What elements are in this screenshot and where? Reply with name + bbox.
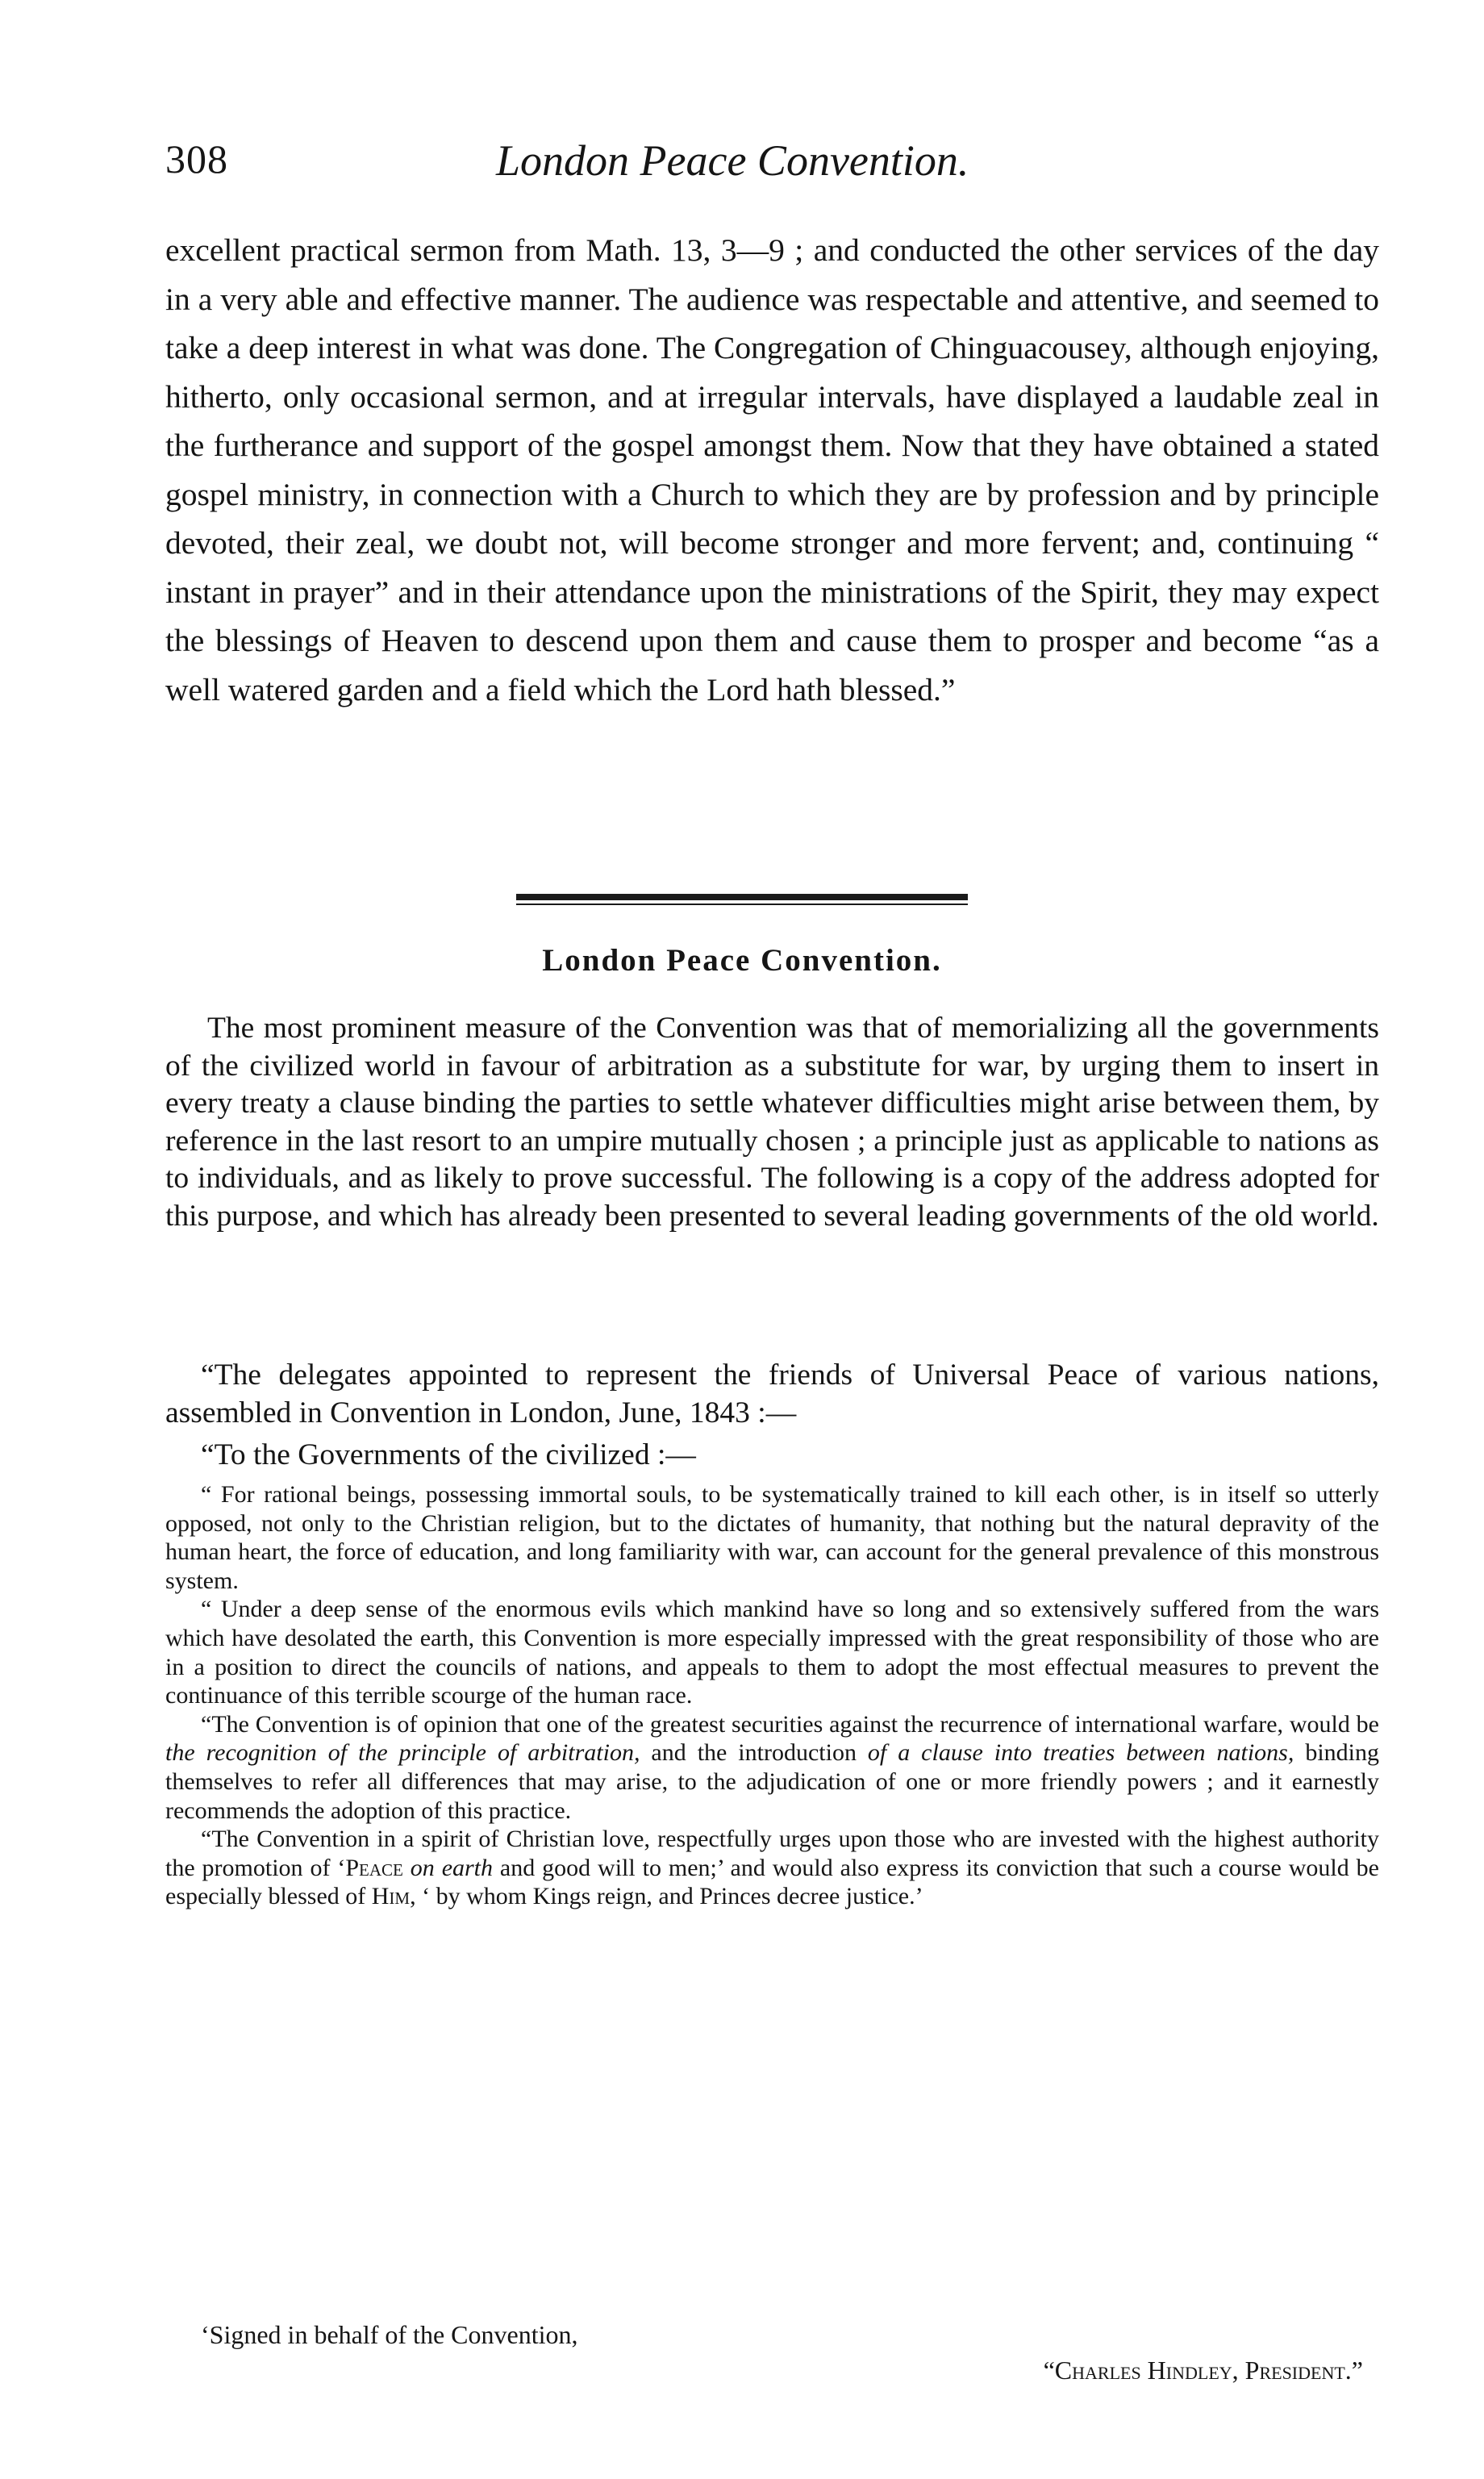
memorial-p4-text-a: “The Convention in a spirit of Christian love, respectfully urges upon those who are invested with the highest authority the promotion of ‘ bbox=[165, 1826, 1379, 1881]
memorial-p4-smallcaps-peace: Peace bbox=[345, 1854, 403, 1881]
memorial-paragraph-3 bbox=[165, 1710, 1379, 1825]
signed-line: ‘Signed in behalf of the Convention, bbox=[201, 2320, 578, 2349]
divider-thin-line bbox=[516, 904, 968, 905]
signer-name: “Charles Hindley, President.” bbox=[1043, 2356, 1363, 2385]
address-heading bbox=[165, 1357, 1379, 1475]
memorial-paragraph-1: “ For rational beings, possessing immortal souls, to be systematically trained to kill each other, is in itself so utterly opposed, not only to the Christian religion, but to the dictates of humanity, that nothing but the natural depravity of the human heart, the force of education, and long familiarity with war, can account for the general prevalence of this monstrous system. bbox=[165, 1481, 1379, 1594]
previous-article-paragraph: excellent practical sermon from Math. 13, 3—9 ; and conducted the other services of the day in a very able and effective manner. The audience was respectable and attentive, and seemed to take a deep interest in what was done. The Congregation of Chinguacousey, although enjoying, hitherto, only occasional sermon, and at irregular intervals, have displayed a laudable zeal in the furtherance and support of the gospel amongst them. Now that they have obtained a stated gospel ministry, in connection with a Church to which they are by profession and by principle devoted, their zeal, we doubt not, will become stronger and more fervent; and, continuing “ instant in prayer” and in their attendance upon the ministrations of the Spirit, they may expect the blessings of Heaven to descend upon them and cause them to prosper and become “as a well watered garden and a field which the Lord hath blessed.” bbox=[165, 232, 1379, 707]
page-number: 308 bbox=[165, 136, 228, 182]
memorial-text bbox=[165, 1480, 1379, 1911]
memorial-paragraph-2: “ Under a deep sense of the enormous evils which mankind have so long and so extensively suffered from the wars which have desolated the earth, this Convention is more especially impressed with the great responsibility of those who are in a position to direct the councils of nations, and appeals to them to adopt the most effectual measures to prevent the continuance of this terrible scourge of the human race. bbox=[165, 1596, 1379, 1709]
memorial-p3-text-b: and the introduction bbox=[640, 1739, 868, 1767]
section-title: London Peace Convention. bbox=[542, 943, 942, 978]
memorial-p3-text-c: binding themselves to refer all differences that may arise, to the adjudication of one or more friendly powers ; and it earnestly recommends the adoption of this practice. bbox=[165, 1739, 1379, 1824]
memorial-paragraph-4 bbox=[165, 1825, 1379, 1911]
delegates-paragraph: “The delegates appointed to represent the friends of Universal Peace of various nations, assembled in Convention in London, June, 1843 :— bbox=[165, 1358, 1379, 1429]
intro-text bbox=[165, 1010, 1379, 1235]
memorial-p4-text-b: and good will to men;’ and would also express its conviction that such a course would be especially blessed of bbox=[165, 1854, 1379, 1910]
memorial-p3-emphasis-1: the recognition of the principle of arbitration, bbox=[165, 1739, 640, 1767]
signature-block bbox=[165, 2318, 1379, 2386]
memorial-p3-text-a: “The Convention is of opinion that one of the greatest securities against the recurrence of international warfare, would be bbox=[201, 1710, 1379, 1738]
memorial-p3-emphasis-2: of a clause into treaties between nations, bbox=[867, 1739, 1294, 1767]
page-header bbox=[165, 136, 1375, 192]
previous-article-text bbox=[165, 226, 1379, 714]
intro-paragraph: The most prominent measure of the Convention was that of memorializing all the governments of the civilized world in favour of arbitration as a substitute for war, by urging them to insert in every treaty a clause binding the parties to settle whatever difficulties might arise between them, by reference in the last resort to an umpire mutually chosen ; a principle just as applicable to nations as to individuals, and as likely to prove successful. The following is a copy of the address adopted for this purpose, and which has already been presented to several leading governments of the old world. bbox=[165, 1012, 1379, 1233]
memorial-p4-smallcaps-him: Him bbox=[371, 1883, 411, 1910]
to-governments-line: “To the Governments of the civilized :— bbox=[201, 1438, 696, 1471]
running-title: London Peace Convention. bbox=[496, 136, 969, 185]
memorial-p4-text-c: , ‘ by whom Kings reign, and Princes decree justice.’ bbox=[410, 1883, 923, 1910]
memorial-p4-emphasis: on earth bbox=[402, 1854, 494, 1881]
section-divider bbox=[516, 894, 968, 907]
divider-thick-line bbox=[516, 894, 968, 900]
